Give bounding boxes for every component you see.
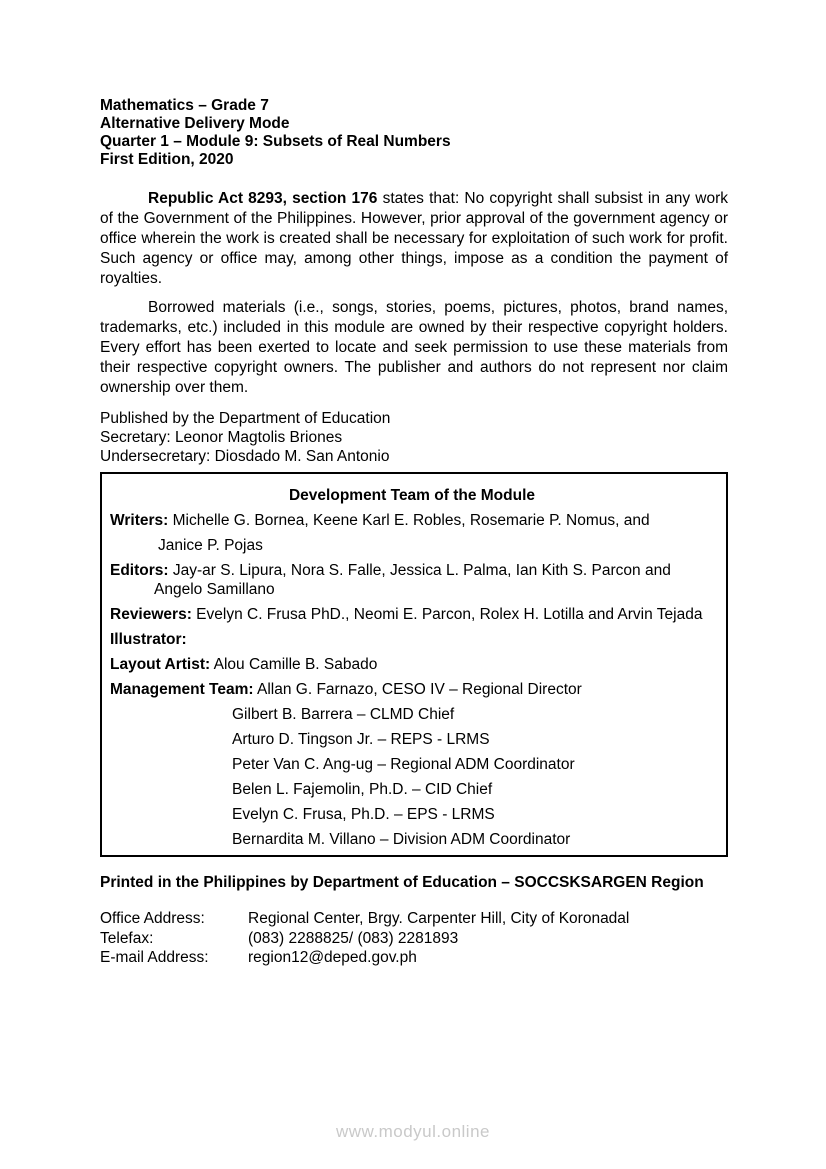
editors-names: Jay-ar S. Lipura, Nora S. Falle, Jessica L. Palma, Ian Kith S. Parcon and bbox=[168, 562, 671, 579]
republic-act-bold: Republic Act 8293, section 176 bbox=[148, 190, 378, 207]
management-team-member: Gilbert B. Barrera – CLMD Chief bbox=[232, 706, 455, 723]
layout-artist-entry bbox=[110, 655, 714, 674]
writers-names: Michelle G. Bornea, Keene Karl E. Robles, Rosemarie P. Nomus, and bbox=[168, 512, 650, 529]
published-by-line: Published by the Department of Education bbox=[100, 410, 391, 427]
layout-artist-names: Alou Camille B. Sabado bbox=[210, 656, 378, 673]
management-team-member: Evelyn C. Frusa, Ph.D. – EPS - LRMS bbox=[232, 806, 495, 823]
contact-block bbox=[100, 909, 728, 968]
management-team-label: Management Team: bbox=[110, 681, 254, 698]
editors-label: Editors: bbox=[110, 562, 169, 579]
management-team-member: Belen L. Fajemolin, Ph.D. – CID Chief bbox=[232, 781, 493, 798]
editors-continuation: Angelo Samillano bbox=[154, 581, 275, 598]
management-team-member: Arturo D. Tingson Jr. – REPS - LRMS bbox=[232, 731, 490, 748]
contact-row bbox=[100, 909, 728, 929]
office-address-value: Regional Center, Brgy. Carpenter Hill, City of Koronadal bbox=[248, 910, 630, 927]
telefax-value: (083) 2288825/ (083) 2281893 bbox=[248, 929, 459, 947]
office-address-label: Office Address: bbox=[100, 910, 205, 927]
email-address-value: region12@deped.gov.ph bbox=[248, 949, 417, 966]
secretary-line: Secretary: Leonor Magtolis Briones bbox=[100, 429, 343, 446]
copyright-paragraph bbox=[100, 189, 728, 289]
borrowed-materials-paragraph: Borrowed materials (i.e., songs, stories, poems, pictures, photos, brand names, trademarks, etc.) included in this module are owned by their respective copyright holders. Every effort has been exerted to locate and seek permission to use these materials from their respective copyright owners. The publisher and authors do not represent nor claim ownership over them. bbox=[100, 299, 728, 396]
reviewers-entry bbox=[110, 605, 714, 624]
site-watermark: www.modyul.online bbox=[335, 1122, 490, 1141]
module-edition-line: First Edition, 2020 bbox=[100, 151, 234, 168]
copyright-paragraph-text: states that: No copyright shall subsist in any work of the Government of the Philippines. However, prior approval of the government agency or office wherein the work is created shall be necessary for exploitation of such work for profit. Such agency or office may, among other things, impose as a condition the payment of royalties. bbox=[100, 190, 728, 287]
writers-entry bbox=[110, 511, 714, 530]
contact-row bbox=[100, 929, 728, 949]
email-address-label: E-mail Address: bbox=[100, 949, 209, 966]
management-team-member: Peter Van C. Ang-ug – Regional ADM Coordinator bbox=[232, 756, 575, 773]
publisher-block bbox=[100, 409, 728, 466]
editors-entry bbox=[110, 561, 714, 580]
layout-artist-label: Layout Artist: bbox=[110, 656, 211, 673]
dev-team-box bbox=[100, 472, 728, 857]
module-header bbox=[100, 97, 728, 169]
illustrator-entry bbox=[110, 630, 714, 649]
illustrator-label: Illustrator: bbox=[110, 631, 187, 648]
writers-continuation: Janice P. Pojas bbox=[158, 537, 263, 554]
module-mode-line: Alternative Delivery Mode bbox=[100, 115, 290, 132]
management-team-member: Bernardita M. Villano – Division ADM Coordinator bbox=[232, 831, 571, 848]
printed-in-line: Printed in the Philippines by Department of Education – SOCCSKSARGEN Region bbox=[100, 874, 704, 891]
management-team-entry bbox=[110, 680, 714, 699]
telefax-label: Telefax: bbox=[100, 929, 154, 947]
module-title-line: Quarter 1 – Module 9: Subsets of Real Numbers bbox=[100, 133, 451, 150]
reviewers-label: Reviewers: bbox=[110, 606, 192, 623]
undersecretary-line: Undersecretary: Diosdado M. San Antonio bbox=[100, 448, 390, 465]
page-content bbox=[100, 0, 728, 968]
module-subject-line: Mathematics – Grade 7 bbox=[100, 97, 269, 114]
writers-label: Writers: bbox=[110, 512, 169, 529]
contact-row bbox=[100, 948, 728, 968]
management-team-first: Allan G. Farnazo, CESO IV – Regional Director bbox=[253, 681, 582, 698]
reviewers-names: Evelyn C. Frusa PhD., Neomi E. Parcon, Rolex H. Lotilla and Arvin Tejada bbox=[191, 606, 703, 623]
dev-team-title: Development Team of the Module bbox=[288, 487, 536, 504]
